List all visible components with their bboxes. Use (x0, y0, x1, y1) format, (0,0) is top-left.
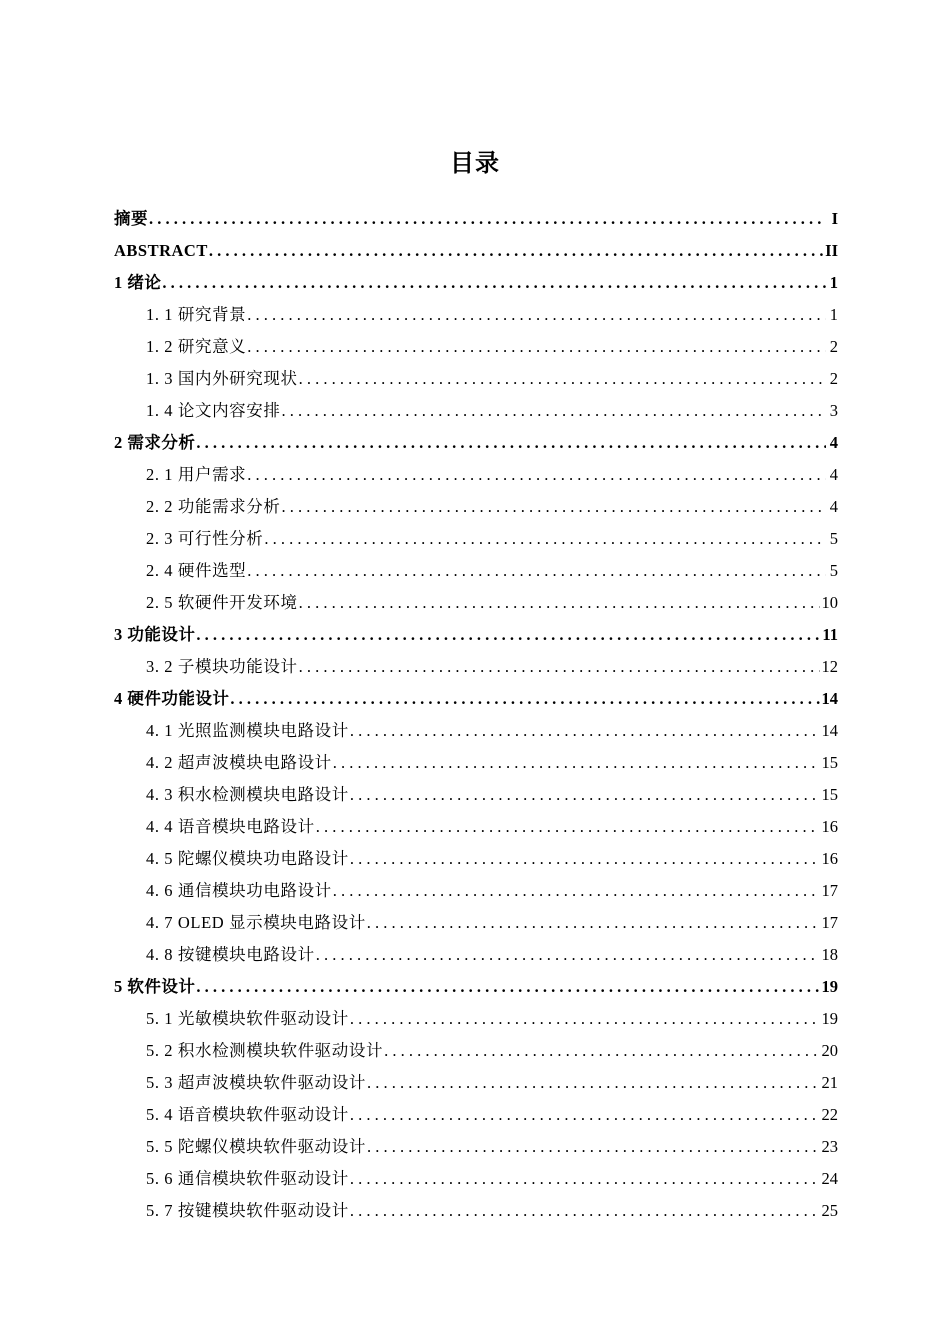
toc-section-entry[interactable] (114, 1195, 838, 1227)
toc-dot-leader (333, 875, 820, 907)
toc-section-entry[interactable] (114, 1163, 838, 1195)
toc-dot-leader (367, 907, 820, 939)
toc-dot-leader (247, 299, 826, 331)
toc-entry-title: 4. 4 语音模块电路设计 (146, 817, 315, 836)
toc-dot-leader (350, 1003, 820, 1035)
toc-page-number: 20 (821, 1041, 838, 1060)
toc-dot-leader (316, 939, 820, 971)
toc-page-number: 10 (821, 593, 838, 612)
toc-page-number: 23 (821, 1137, 838, 1156)
toc-page-number: 19 (821, 977, 838, 996)
toc-entry-title: 5. 6 通信模块软件驱动设计 (146, 1169, 349, 1188)
toc-page-number: 4 (829, 433, 838, 452)
toc-dot-leader (350, 1195, 820, 1227)
toc-entry-title: 摘要 (114, 209, 148, 228)
toc-entry-title: 1. 1 研究背景 (146, 305, 247, 324)
toc-section-entry[interactable] (114, 939, 838, 971)
toc-page-number: 25 (821, 1201, 838, 1220)
toc-entry-title: 2 需求分析 (114, 433, 196, 452)
toc-dot-leader (264, 523, 826, 555)
toc-page-number: 15 (821, 785, 838, 804)
toc-dot-leader (149, 203, 826, 235)
toc-section-entry[interactable] (114, 1003, 838, 1035)
toc-entry-title: 3 功能设计 (114, 625, 196, 644)
toc-page-number: 17 (821, 881, 838, 900)
toc-dot-leader (247, 555, 826, 587)
toc-dot-leader (316, 811, 820, 843)
toc-section-entry[interactable] (114, 651, 838, 683)
toc-entry-title: 2. 2 功能需求分析 (146, 497, 281, 516)
toc-page-number: 5 (829, 561, 838, 580)
toc-page-number: 1 (829, 273, 838, 292)
toc-entry-title: 3. 2 子模块功能设计 (146, 657, 298, 676)
toc-entry-title: 5. 2 积水检测模块软件驱动设计 (146, 1041, 384, 1060)
toc-entry-title: ABSTRACT (114, 241, 208, 260)
toc-dot-leader (281, 491, 826, 523)
toc-section-entry[interactable] (114, 1067, 838, 1099)
toc-section-entry[interactable] (114, 523, 838, 555)
toc-dot-leader (299, 363, 826, 395)
toc-page-number: 21 (821, 1073, 838, 1092)
toc-dot-leader (247, 331, 826, 363)
toc-chapter-entry[interactable] (114, 203, 838, 235)
toc-entry-title: 5 软件设计 (114, 977, 196, 996)
toc-section-entry[interactable] (114, 555, 838, 587)
page-title: 目录 (450, 151, 500, 177)
toc-chapter-entry[interactable] (114, 267, 838, 299)
toc-entry-title: 5. 4 语音模块软件驱动设计 (146, 1105, 349, 1124)
toc-section-entry[interactable] (114, 587, 838, 619)
toc-dot-leader (350, 843, 820, 875)
toc-page-number: II (825, 241, 838, 260)
toc-entry-title: 5. 1 光敏模块软件驱动设计 (146, 1009, 349, 1028)
toc-entry-title: 4 硬件功能设计 (114, 689, 230, 708)
toc-page-number: 11 (822, 625, 838, 644)
toc-entry-title: 2. 1 用户需求 (146, 465, 247, 484)
toc-page-number: I (831, 209, 838, 228)
toc-page-number: 14 (821, 721, 838, 740)
toc-dot-leader (299, 587, 820, 619)
toc-chapter-entry[interactable] (114, 427, 838, 459)
toc-page-number: 16 (821, 817, 838, 836)
toc-dot-leader (333, 747, 820, 779)
toc-section-entry[interactable] (114, 363, 838, 395)
toc-page-number: 12 (821, 657, 838, 676)
toc-section-entry[interactable] (114, 811, 838, 843)
toc-entry-title: 4. 2 超声波模块电路设计 (146, 753, 332, 772)
toc-dot-leader (281, 395, 826, 427)
toc-page-number: 2 (829, 369, 838, 388)
toc-dot-leader (162, 267, 826, 299)
toc-dot-leader (209, 235, 823, 267)
toc-page-number: 5 (829, 529, 838, 548)
toc-section-entry[interactable] (114, 1099, 838, 1131)
toc-section-entry[interactable] (114, 747, 838, 779)
toc-entry-title: 4. 5 陀螺仪模块功电路设计 (146, 849, 349, 868)
toc-dot-leader (196, 619, 820, 651)
toc-page-number: 22 (821, 1105, 838, 1124)
toc-dot-leader (350, 1163, 820, 1195)
toc-page-number: 2 (829, 337, 838, 356)
toc-page-number: 16 (821, 849, 838, 868)
toc-section-entry[interactable] (114, 843, 838, 875)
toc-entry-title: 5. 3 超声波模块软件驱动设计 (146, 1073, 366, 1092)
toc-page-number: 19 (821, 1009, 838, 1028)
toc-dot-leader (247, 459, 826, 491)
toc-chapter-entry[interactable] (114, 619, 838, 651)
toc-section-entry[interactable] (114, 875, 838, 907)
toc-entry-title: 5. 5 陀螺仪模块软件驱动设计 (146, 1137, 366, 1156)
toc-section-entry[interactable] (114, 779, 838, 811)
toc-dot-leader (196, 971, 819, 1003)
table-of-contents (114, 203, 838, 1227)
toc-dot-leader (367, 1131, 820, 1163)
toc-dot-leader (384, 1035, 819, 1067)
toc-section-entry[interactable] (114, 331, 838, 363)
toc-entry-title: 4. 7 OLED 显示模块电路设计 (146, 913, 366, 932)
toc-page-number: 4 (829, 497, 838, 516)
toc-entry-title: 5. 7 按键模块软件驱动设计 (146, 1201, 349, 1220)
toc-dot-leader (350, 779, 820, 811)
toc-entry-title: 4. 6 通信模块功电路设计 (146, 881, 332, 900)
toc-page-number: 17 (821, 913, 838, 932)
toc-dot-leader (350, 1099, 820, 1131)
toc-dot-leader (230, 683, 819, 715)
toc-entry-title: 2. 5 软硬件开发环境 (146, 593, 298, 612)
toc-dot-leader (367, 1067, 820, 1099)
toc-page-number: 15 (821, 753, 838, 772)
toc-section-entry[interactable] (114, 715, 838, 747)
toc-chapter-entry[interactable] (114, 971, 838, 1003)
toc-dot-leader (299, 651, 820, 683)
toc-page-number: 14 (821, 689, 838, 708)
toc-section-entry[interactable] (114, 395, 838, 427)
toc-page-number: 24 (821, 1169, 838, 1188)
toc-page-number: 3 (829, 401, 838, 420)
toc-entry-title: 1. 4 论文内容安排 (146, 401, 281, 420)
toc-entry-title: 4. 8 按键模块电路设计 (146, 945, 315, 964)
toc-entry-title: 2. 4 硬件选型 (146, 561, 247, 580)
toc-entry-title: 4. 3 积水检测模块电路设计 (146, 785, 349, 804)
toc-chapter-entry[interactable] (114, 235, 838, 267)
toc-page-number: 18 (821, 945, 838, 964)
toc-chapter-entry[interactable] (114, 683, 838, 715)
toc-section-entry[interactable] (114, 299, 838, 331)
toc-section-entry[interactable] (114, 1035, 838, 1067)
toc-dot-leader (196, 427, 826, 459)
toc-entry-title: 4. 1 光照监测模块电路设计 (146, 721, 349, 740)
toc-entry-title: 1. 2 研究意义 (146, 337, 247, 356)
toc-section-entry[interactable] (114, 1131, 838, 1163)
toc-section-entry[interactable] (114, 459, 838, 491)
toc-entry-title: 2. 3 可行性分析 (146, 529, 264, 548)
toc-entry-title: 1. 3 国内外研究现状 (146, 369, 298, 388)
toc-dot-leader (350, 715, 820, 747)
toc-entry-title: 1 绪论 (114, 273, 162, 292)
toc-page-number: 4 (829, 465, 838, 484)
toc-page-number: 1 (829, 305, 838, 324)
toc-section-entry[interactable] (114, 491, 838, 523)
toc-section-entry[interactable] (114, 907, 838, 939)
